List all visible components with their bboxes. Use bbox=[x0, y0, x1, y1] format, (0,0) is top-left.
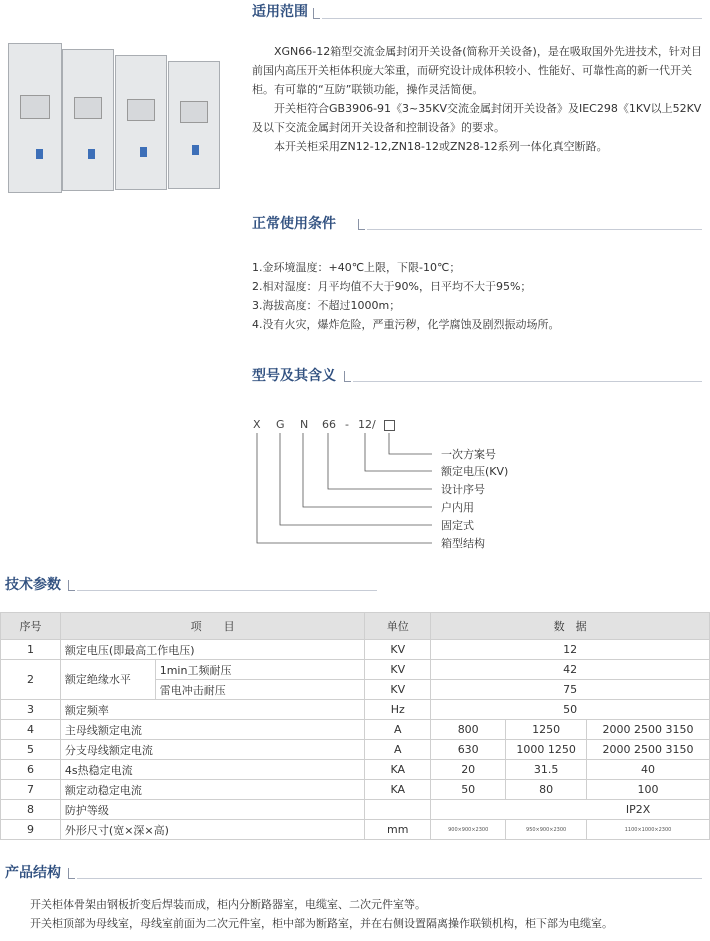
cell-item: 4s热稳定电流 bbox=[60, 760, 364, 780]
title-divider bbox=[77, 590, 377, 591]
cell-unit: Hz bbox=[365, 700, 431, 720]
scope-paragraph: 本开关柜采用ZN12-12,ZN18-12或ZN28-12系列一体化真空断路。 bbox=[274, 140, 608, 153]
conditions-title: 正常使用条件 bbox=[252, 216, 336, 232]
model-label-voltage: 额定电压(KV) bbox=[441, 465, 509, 478]
model-part-dash: - bbox=[345, 418, 349, 431]
table-header-row bbox=[1, 613, 710, 640]
cell-no: 9 bbox=[1, 820, 61, 840]
cell-unit: KA bbox=[365, 780, 431, 800]
cell-no: 3 bbox=[1, 700, 61, 720]
table-row bbox=[1, 640, 710, 660]
table-row bbox=[1, 660, 710, 680]
condition-item: 1.金环境温度：+40℃上限，下限-10℃； bbox=[252, 261, 461, 274]
cell-unit: A bbox=[365, 720, 431, 740]
cell-value: 31.5 bbox=[506, 760, 587, 780]
cell-value: 12 bbox=[431, 640, 710, 660]
cell-no: 2 bbox=[1, 660, 61, 700]
cell-subitem: 1min工频耐压 bbox=[155, 660, 365, 680]
title-decoration bbox=[68, 580, 75, 591]
cell-item: 防护等级 bbox=[60, 800, 364, 820]
table-row bbox=[1, 740, 710, 760]
cell-subitem: 雷电冲击耐压 bbox=[155, 680, 365, 700]
scope-paragraph: XGN66-12箱型交流金属封闭开关设备(简称开关设备)，是在吸取国外先进技术，针对目前国内高压开关柜体积庞大笨重，而研究设计成体积较小、性能好、可靠性高的新一代开关柜。有可靠的“互防”联锁功能，操作灵活简便。 bbox=[252, 45, 702, 96]
scope-title: 适用范围 bbox=[252, 4, 308, 20]
cell-value: 50 bbox=[431, 700, 710, 720]
condition-item: 3.海拔高度：不超过1000m； bbox=[252, 299, 401, 312]
header-data: 数 据 bbox=[431, 613, 710, 640]
cell-value: 2000 2500 3150 bbox=[587, 720, 710, 740]
cell-item: 主母线额定电流 bbox=[60, 720, 364, 740]
tech-title: 技术参数 bbox=[5, 577, 61, 593]
condition-item: 4.没有火灾，爆炸危险，严重污秽，化学腐蚀及剧烈振动场所。 bbox=[252, 318, 560, 331]
cell-value: 40 bbox=[587, 760, 710, 780]
structure-line: 开关柜体骨架由钢板折变后焊装而成，柜内分断路器室，电缆室、二次元件室等。 bbox=[30, 898, 426, 911]
cell-value: 2000 2500 3150 bbox=[587, 740, 710, 760]
header-unit: 单位 bbox=[365, 613, 431, 640]
model-part-n: N bbox=[300, 418, 309, 431]
cell-unit: KV bbox=[365, 660, 431, 680]
cell-no: 5 bbox=[1, 740, 61, 760]
cell-item: 额定绝缘水平 bbox=[60, 660, 155, 700]
table-row bbox=[1, 800, 710, 820]
model-label-indoor: 户内用 bbox=[441, 501, 474, 514]
model-label-fixed: 固定式 bbox=[441, 519, 474, 532]
cell-value: 900×900×2300 bbox=[431, 820, 506, 840]
cell-value: 800 bbox=[431, 720, 506, 740]
title-divider bbox=[77, 878, 702, 879]
cell-value: 80 bbox=[506, 780, 587, 800]
spec-table bbox=[0, 612, 710, 840]
model-part-x: X bbox=[253, 418, 261, 431]
structure-line: 开关柜顶部为母线室，母线室前面为二次元件室，柜中部为断路室，并在右侧设置隔离操作联锁机构，柜下部为电缆室。 bbox=[30, 917, 613, 930]
cell-item: 额定电压(即最高工作电压) bbox=[60, 640, 364, 660]
cell-value: 75 bbox=[431, 680, 710, 700]
table-row bbox=[1, 820, 710, 840]
cell-no: 8 bbox=[1, 800, 61, 820]
cell-value: 1100×1000×2300 bbox=[587, 820, 710, 840]
structure-text bbox=[30, 895, 705, 933]
model-label-box: 箱型结构 bbox=[441, 537, 485, 550]
header-no: 序号 bbox=[1, 613, 61, 640]
cell-value: 1000 1250 bbox=[506, 740, 587, 760]
cell-item: 分支母线额定电流 bbox=[60, 740, 364, 760]
cell-item: 外形尺寸(宽×深×高) bbox=[60, 820, 364, 840]
table-row bbox=[1, 720, 710, 740]
model-part-12: 12 bbox=[358, 418, 372, 431]
table-row bbox=[1, 700, 710, 720]
cell-unit: KA bbox=[365, 760, 431, 780]
cell-value: 1250 bbox=[506, 720, 587, 740]
model-label-design: 设计序号 bbox=[441, 483, 485, 496]
cell-no: 7 bbox=[1, 780, 61, 800]
cell-item: 额定频率 bbox=[60, 700, 364, 720]
cell-unit: KV bbox=[365, 680, 431, 700]
cell-value: 20 bbox=[431, 760, 506, 780]
model-label-scheme: 一次方案号 bbox=[441, 448, 496, 461]
model-title: 型号及其含义 bbox=[252, 368, 336, 384]
model-part-66: 66 bbox=[322, 418, 336, 431]
condition-item: 2.相对湿度：月平均值不大于90%，日平均不大于95%； bbox=[252, 280, 532, 293]
cell-value: 630 bbox=[431, 740, 506, 760]
cell-unit: KV bbox=[365, 640, 431, 660]
cell-value: IP2X bbox=[431, 800, 710, 820]
title-decoration bbox=[68, 868, 75, 879]
table-row bbox=[1, 760, 710, 780]
cell-item: 额定动稳定电流 bbox=[60, 780, 364, 800]
cell-no: 4 bbox=[1, 720, 61, 740]
model-part-slash: / bbox=[372, 418, 376, 431]
cell-value: 50 bbox=[431, 780, 506, 800]
cell-no: 1 bbox=[1, 640, 61, 660]
cell-value: 100 bbox=[587, 780, 710, 800]
table-row bbox=[1, 780, 710, 800]
header-item: 项 目 bbox=[60, 613, 364, 640]
model-part-g: G bbox=[276, 418, 285, 431]
cell-value: 950×900×2300 bbox=[506, 820, 587, 840]
cell-unit: A bbox=[365, 740, 431, 760]
cell-unit: mm bbox=[365, 820, 431, 840]
scope-paragraph: 开关柜符合GB3906-91《3~35KV交流金属封闭开关设备》及IEC298《1KV以上52KV及以下交流金属封闭开关设备和控制设备》的要求。 bbox=[252, 102, 702, 134]
cell-unit bbox=[365, 800, 431, 820]
cell-value: 42 bbox=[431, 660, 710, 680]
cell-no: 6 bbox=[1, 760, 61, 780]
structure-title: 产品结构 bbox=[5, 865, 61, 881]
